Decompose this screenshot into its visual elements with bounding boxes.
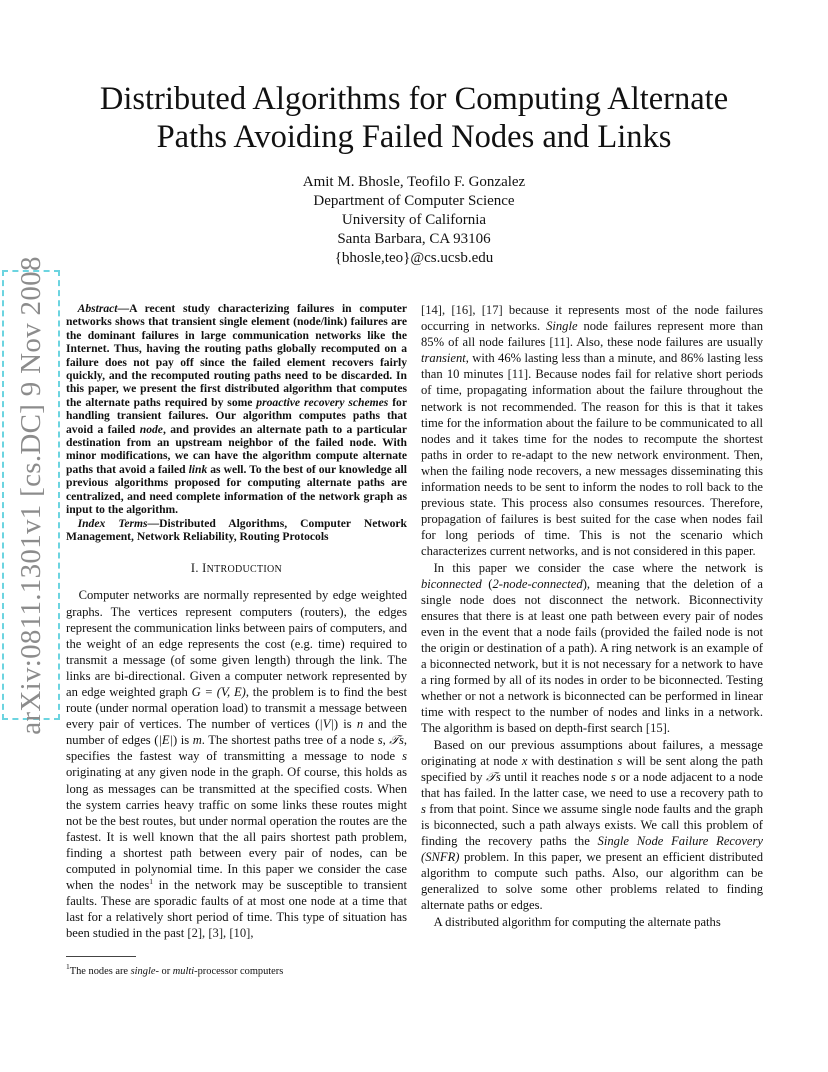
paragraph-text: . (666, 721, 671, 736)
citation-link[interactable]: [11] (549, 335, 570, 350)
left-column (66, 302, 407, 941)
paragraph-text: . The shortest paths tree of a node (201, 733, 378, 748)
math: s (610, 769, 616, 784)
intro-paragraph (66, 587, 407, 941)
body-paragraph (421, 560, 763, 737)
body-paragraph (421, 737, 763, 914)
citation-links[interactable]: [2], [3], [10], (187, 926, 254, 941)
right-column (421, 302, 763, 930)
abstract-text: , and provides an alternate path to a particular destination from an upstream neighbor of the failed node. With minor modifications, we can have the algorithm compute alternate paths that avoid a failed (66, 422, 407, 476)
author-department: Department of Computer Science (313, 193, 515, 209)
footnote-rule (66, 956, 136, 957)
abstract: Abstract—A recent study characterizing failures in computer networks shows that transient single element (node/link) failures are the dominant failures in large communication networks like the Internet. Thus, having the routing paths globally recomputed on a failure does not pay off since the failed element recovers fairly quickly, and the recomputed routing paths need to be discarded. In this paper, we present the first distributed algorithm that computes the alternate paths required by some proactive recovery schemes for handling transient failures. Our algorithm computes paths that avoid a failed node, and provides an alternate path to a particular destination from an upstream neighbor of the failed node. With minor modifications, we can have the algorithm compute alternate paths that avoid a failed link as well. To the best of our knowledge all previous algorithms proposed for computing alternate paths are centralized, and need complete information of the network graph as input to the algorithm. (66, 302, 407, 517)
footnote-text: The nodes are (69, 966, 131, 977)
math: m (192, 733, 202, 748)
arxiv-stamp (2, 255, 60, 735)
paragraph-text: A distributed algorithm for computing the alternate paths (433, 914, 721, 929)
footnote-mark: 1 (66, 962, 70, 971)
paragraph-text: In this paper we consider the case where the network is (433, 560, 763, 575)
paragraph-text: , specifies the fastest way of transmitting a message to node (66, 733, 408, 764)
section-number: I. (190, 561, 203, 576)
paragraph-text: Computer networks are normally represented by edge weighted graphs. The vertices represent computers (routers), the edges represent the communication links between pairs of computers, and the weight of an edge represents the cost (e.g. time) required to transmit a message (of some given length) through the link. The links are bi-directional. Given a computer network represented by an edge weighted graph (66, 588, 407, 699)
abstract-text: A recent study characterizing failures in computer networks shows that transient single element (node/link) failures are the dominant failures in large communication networks like the Internet. Thus, having the routing paths globally recomputed on a failure does not pay off since the failed element recovers fairly quickly, and the recomputed routing paths need to be discarded. In this paper, we present the first distributed algorithm that computes the alternate paths required by some (66, 302, 407, 409)
paragraph-text: because it represents most of the node failures occurring in networks. (421, 303, 764, 334)
paragraph-text: problem. In this paper, we present an efficient distributed algorithm to compute such paths. Also, our algorithm can be generalized to solve some other problems related to finding alternate paths or edges. (421, 850, 763, 913)
body-paragraph (421, 302, 763, 560)
paragraph-text: ( (481, 576, 493, 591)
index-terms: Index Terms—Distributed Algorithms, Computer Network Management, Network Reliability, Routing Protocols (66, 516, 407, 543)
math: |V| (319, 717, 334, 732)
abstract-emphasis: link (188, 462, 208, 476)
math: s (402, 749, 407, 764)
citation-link[interactable]: [11] (507, 367, 529, 382)
index-terms-label: Index Terms (77, 516, 148, 530)
paragraph-text: , the problem is to find the best route (under normal operation load) to transmit a message between every pair of vertices. The number of vertices ( (66, 684, 407, 732)
paragraph-text: with destination (527, 753, 618, 768)
math: s (377, 733, 383, 748)
abstract-text: as well. To the best of our knowledge all previous algorithms proposed for computing alternate paths are centralized, and need complete information of the network graph as input to the algorithm. (66, 462, 407, 517)
emphasis: Single (546, 319, 578, 334)
paragraph-text: or a node adjacent to a node that has failed. In the latter case, we need to use a recovery path to (421, 769, 763, 800)
body-paragraph (421, 914, 763, 930)
paragraph-text: node failures represent more than 85% of all node failures (421, 319, 763, 350)
emphasis: biconnected (421, 576, 482, 591)
footnote (66, 962, 284, 978)
math: s (421, 801, 426, 816)
footnote-ref[interactable]: 1 (149, 877, 154, 887)
paragraph-text: will be sent along the path specified by (421, 753, 763, 784)
math: 𝒯s (486, 769, 501, 784)
paragraph-text: Based on our previous assumptions about failures, a message originating at node (421, 737, 763, 768)
emphasis: single- (130, 966, 159, 977)
citation-links[interactable]: [14], [16], [17] (421, 303, 503, 317)
emphasis: Single Node Failure Recovery (SNFR) (421, 834, 763, 865)
paper-title (60, 80, 768, 156)
section-title-initial: I (202, 561, 207, 576)
emphasis: multi (172, 966, 195, 977)
footnote-text: -processor computers (194, 966, 284, 977)
emphasis: 2-node-connected (492, 576, 583, 591)
citation-link[interactable]: [15] (645, 721, 667, 736)
math: 𝒯s (389, 733, 404, 748)
footnote-text: or (158, 966, 173, 977)
math: |E| (158, 733, 174, 748)
abstract-emphasis: node (139, 422, 163, 436)
title-line-1: Distributed Algorithms for Computing Alternate (99, 81, 729, 117)
paragraph-text: and the number of edges ( (66, 717, 408, 748)
paragraph-text: . Because nodes fail for relative short periods of time, propagating information about the failure throughout the network is not recommended. The reason for this is that it takes time for the information about the failure to be communicated to all nodes and it takes time for the nodes to recompute the shortest paths in order to re-adapt to the new network environment. Then, when the failing node recovers, a new messages disseminating this information needs to be sent to inform the nodes to roll back to the previous state. This process also consumes resources. Therefore, propagation of failures is best suited for the case when nodes fail for long periods of time. This is not the scenario which characterizes current networks, and is not considered in this paper. (421, 367, 763, 559)
paragraph-text: in the network may be susceptible to transient faults. These are sporadic faults of at most one node at a time that last for a relatively short period of time. This type of situation has been studied in the past (66, 878, 408, 941)
math: s (617, 753, 623, 768)
abstract-label: Abstract (77, 302, 118, 315)
paragraph-text: ) is (173, 733, 193, 748)
paragraph-text: originating at any given node in the graph. Of course, this holds as long as messages can be transmitted at the specified costs. When the system carries heavy traffic on some links these routes might not be the best routes, but under normal operation the routes are the fastest. It is well known that the all pairs shortest path problem, finding a shortest path between every pair of nodes, can be computed in polynomial time. In this paper we consider the case when the nodes (66, 765, 407, 893)
paragraph-text: ) is (333, 717, 357, 732)
author-email: {bhosle,teo}@cs.ucsb.edu (334, 250, 494, 266)
author-city: Santa Barbara, CA 93106 (337, 231, 491, 247)
math: G = (V, E) (191, 684, 246, 699)
author-university: University of California (341, 212, 487, 228)
title-line-2: Paths Avoiding Failed Nodes and Links (156, 119, 672, 155)
math: x (521, 753, 528, 768)
paragraph-text: ), meaning that the deletion of a single node does not disconnect the network. Biconnectivity ensures that there is at least one path between every pair of nodes even in the event that a node fails (provided the failed node is not the origin or destination of a path). A ring network is an example of a biconnected network, but it is not necessary for a network to have a ring formed by all of its nodes in order to be biconnected. Testing whether or not a network is biconnected can be performed in linear time with respect to the number of nodes and links in a network. The algorithm is based on depth-first search (421, 576, 763, 736)
abstract-text: for handling transient failures. Our algorithm computes paths that avoid a failed (66, 395, 407, 436)
math: n (356, 717, 364, 732)
paragraph-text: from that point. Since we assume single node faults and the graph is biconnected, such a path always exists. We call this problem of finding the recovery paths the (421, 801, 763, 849)
emphasis: transient (421, 351, 466, 366)
author-names: Amit M. Bhosle, Teofilo F. Gonzalez (302, 174, 526, 190)
arxiv-identifier: arXiv:0811.1301v1 [cs.DC] 9 Nov 2008 (14, 255, 47, 735)
author-block (170, 173, 658, 268)
paragraph-text: until it reaches node (500, 769, 611, 784)
paragraph-text: . Also, these node failures are usually (569, 335, 764, 350)
index-terms-text: Distributed Algorithms, Computer Network Management, Network Reliability, Routing Protocols (66, 516, 407, 543)
paragraph-text: , with 46% lasting less than a minute, and 86% lasting less than 10 minutes (421, 351, 763, 382)
abstract-emphasis: proactive recovery schemes (256, 395, 389, 409)
section-heading-introduction (66, 560, 407, 578)
section-title-rest: NTRODUCTION (206, 564, 283, 576)
paragraph-text: , (382, 733, 390, 748)
